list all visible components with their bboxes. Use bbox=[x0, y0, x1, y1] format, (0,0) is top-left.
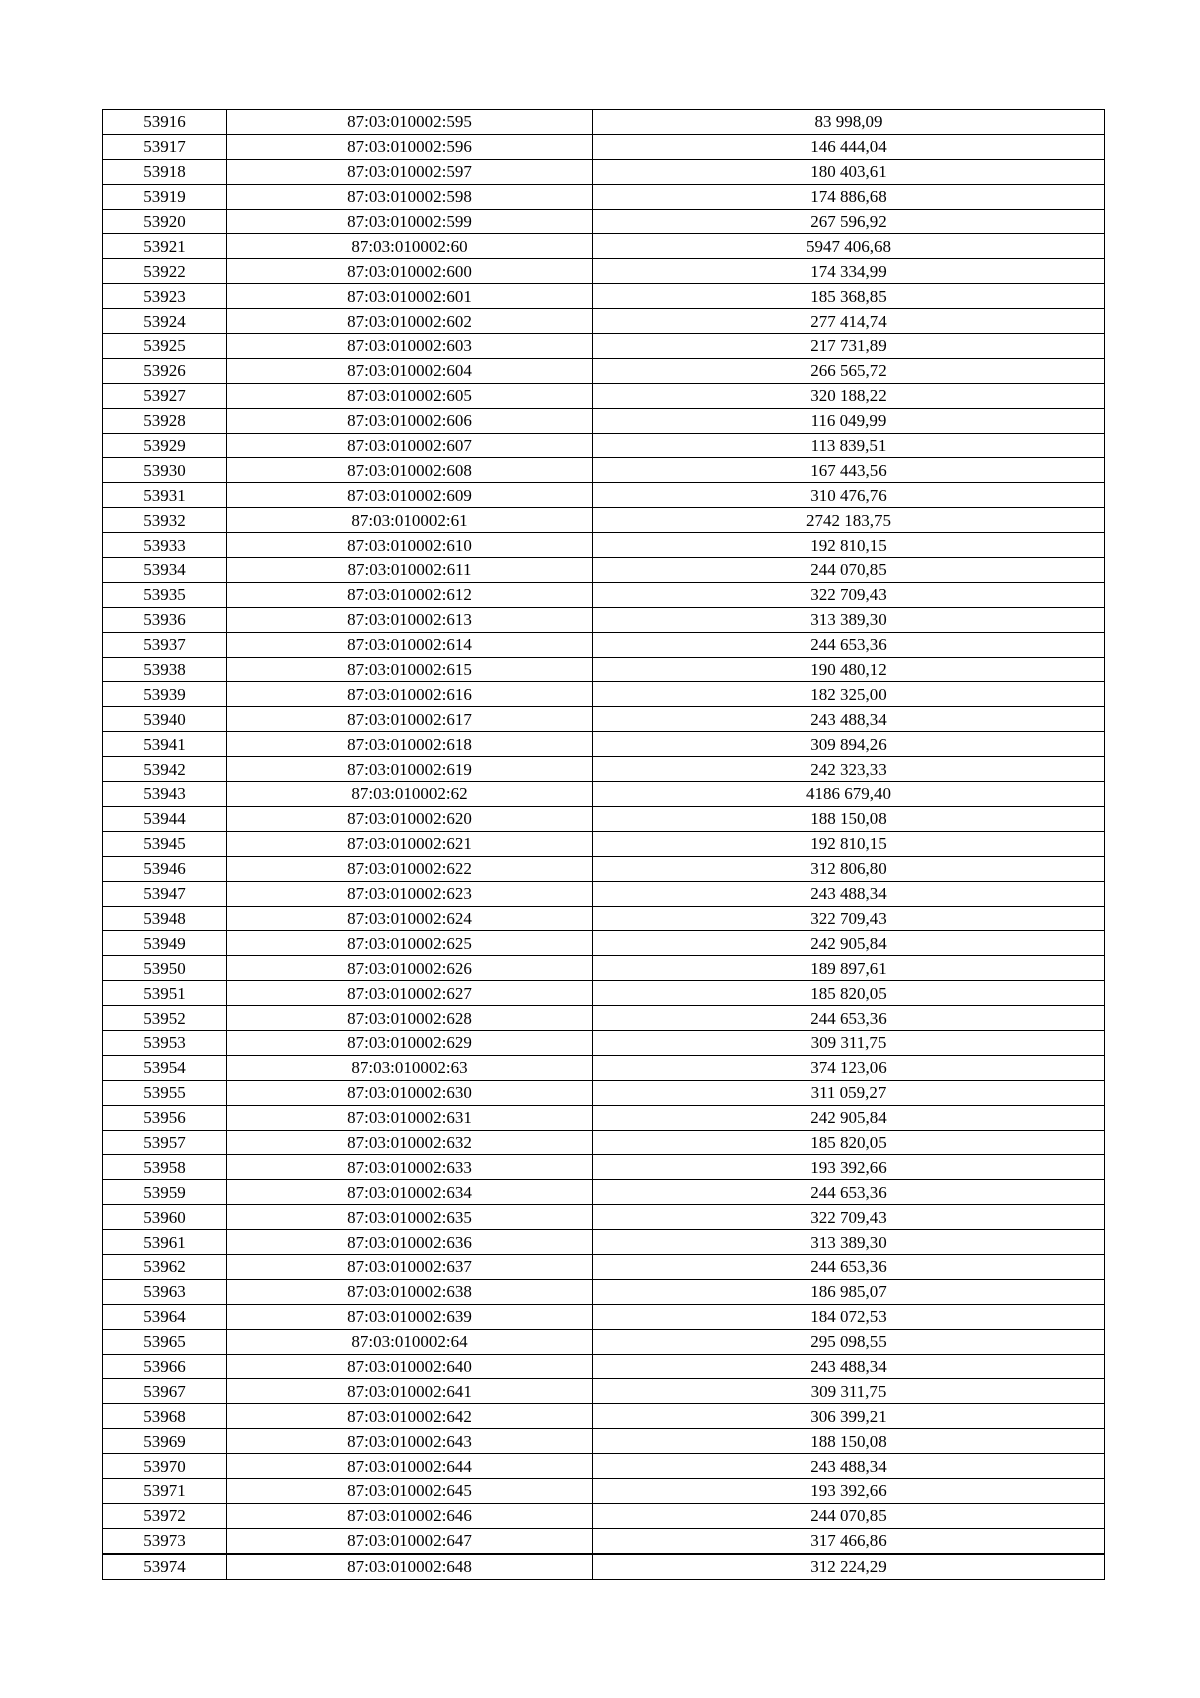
value-cell: 193 392,66 bbox=[593, 1478, 1105, 1503]
table-row bbox=[103, 657, 1105, 682]
table-row bbox=[103, 806, 1105, 831]
cadastral-number-cell: 87:03:010002:596 bbox=[227, 134, 593, 159]
cadastral-number-cell: 87:03:010002:622 bbox=[227, 856, 593, 881]
value-cell: 313 389,30 bbox=[593, 1230, 1105, 1255]
row-number-cell: 53971 bbox=[103, 1478, 227, 1503]
table-row bbox=[103, 408, 1105, 433]
value-cell: 243 488,34 bbox=[593, 1354, 1105, 1379]
cadastral-number-cell: 87:03:010002:60 bbox=[227, 234, 593, 259]
row-number-cell: 53968 bbox=[103, 1404, 227, 1429]
cadastral-number-cell: 87:03:010002:648 bbox=[227, 1554, 593, 1579]
table-row bbox=[103, 582, 1105, 607]
cadastral-number-cell: 87:03:010002:628 bbox=[227, 1006, 593, 1031]
row-number-cell: 53954 bbox=[103, 1055, 227, 1080]
value-cell: 4186 679,40 bbox=[593, 782, 1105, 807]
value-cell: 309 311,75 bbox=[593, 1379, 1105, 1404]
table-row bbox=[103, 533, 1105, 558]
row-number-cell: 53964 bbox=[103, 1304, 227, 1329]
row-number-cell: 53927 bbox=[103, 383, 227, 408]
row-number-cell: 53918 bbox=[103, 159, 227, 184]
cadastral-number-cell: 87:03:010002:647 bbox=[227, 1528, 593, 1553]
table-row bbox=[103, 383, 1105, 408]
value-cell: 313 389,30 bbox=[593, 607, 1105, 632]
cadastral-number-cell: 87:03:010002:638 bbox=[227, 1279, 593, 1304]
table-row bbox=[103, 209, 1105, 234]
value-cell: 217 731,89 bbox=[593, 334, 1105, 359]
cadastral-number-cell: 87:03:010002:633 bbox=[227, 1155, 593, 1180]
value-cell: 295 098,55 bbox=[593, 1329, 1105, 1354]
row-number-cell: 53965 bbox=[103, 1329, 227, 1354]
value-cell: 185 820,05 bbox=[593, 1130, 1105, 1155]
cadastral-number-cell: 87:03:010002:604 bbox=[227, 358, 593, 383]
row-number-cell: 53969 bbox=[103, 1429, 227, 1454]
cadastral-number-cell: 87:03:010002:609 bbox=[227, 483, 593, 508]
table-row bbox=[103, 1379, 1105, 1404]
row-number-cell: 53939 bbox=[103, 682, 227, 707]
value-cell: 306 399,21 bbox=[593, 1404, 1105, 1429]
value-cell: 244 070,85 bbox=[593, 558, 1105, 583]
table-row bbox=[103, 234, 1105, 259]
cadastral-number-cell: 87:03:010002:595 bbox=[227, 110, 593, 135]
table-row bbox=[103, 1205, 1105, 1230]
row-number-cell: 53937 bbox=[103, 632, 227, 657]
table-row bbox=[103, 1180, 1105, 1205]
row-number-cell: 53959 bbox=[103, 1180, 227, 1205]
cadastral-number-cell: 87:03:010002:62 bbox=[227, 782, 593, 807]
cadastral-number-cell: 87:03:010002:620 bbox=[227, 806, 593, 831]
value-cell: 193 392,66 bbox=[593, 1155, 1105, 1180]
value-cell: 322 709,43 bbox=[593, 906, 1105, 931]
row-number-cell: 53935 bbox=[103, 582, 227, 607]
cadastral-number-cell: 87:03:010002:600 bbox=[227, 259, 593, 284]
table-row bbox=[103, 856, 1105, 881]
cadastral-number-cell: 87:03:010002:629 bbox=[227, 1030, 593, 1055]
table-row bbox=[103, 259, 1105, 284]
cadastral-number-cell: 87:03:010002:636 bbox=[227, 1230, 593, 1255]
row-number-cell: 53940 bbox=[103, 707, 227, 732]
cadastral-number-cell: 87:03:010002:608 bbox=[227, 458, 593, 483]
cadastral-number-cell: 87:03:010002:637 bbox=[227, 1254, 593, 1279]
value-cell: 244 653,36 bbox=[593, 1254, 1105, 1279]
cadastral-number-cell: 87:03:010002:641 bbox=[227, 1379, 593, 1404]
table-row bbox=[103, 1055, 1105, 1080]
row-number-cell: 53931 bbox=[103, 483, 227, 508]
row-number-cell: 53925 bbox=[103, 334, 227, 359]
value-cell: 322 709,43 bbox=[593, 1205, 1105, 1230]
table-body bbox=[103, 110, 1105, 1580]
table-row bbox=[103, 1080, 1105, 1105]
cadastral-number-cell: 87:03:010002:625 bbox=[227, 931, 593, 956]
row-number-cell: 53967 bbox=[103, 1379, 227, 1404]
table-row bbox=[103, 508, 1105, 533]
value-cell: 243 488,34 bbox=[593, 1454, 1105, 1479]
row-number-cell: 53956 bbox=[103, 1105, 227, 1130]
cadastral-number-cell: 87:03:010002:644 bbox=[227, 1454, 593, 1479]
row-number-cell: 53958 bbox=[103, 1155, 227, 1180]
row-number-cell: 53919 bbox=[103, 184, 227, 209]
row-number-cell: 53930 bbox=[103, 458, 227, 483]
value-cell: 320 188,22 bbox=[593, 383, 1105, 408]
cadastral-number-cell: 87:03:010002:632 bbox=[227, 1130, 593, 1155]
row-number-cell: 53970 bbox=[103, 1454, 227, 1479]
value-cell: 167 443,56 bbox=[593, 458, 1105, 483]
table-row bbox=[103, 558, 1105, 583]
data-table bbox=[102, 109, 1105, 1580]
row-number-cell: 53955 bbox=[103, 1080, 227, 1105]
value-cell: 180 403,61 bbox=[593, 159, 1105, 184]
value-cell: 312 224,29 bbox=[593, 1554, 1105, 1579]
value-cell: 174 334,99 bbox=[593, 259, 1105, 284]
row-number-cell: 53949 bbox=[103, 931, 227, 956]
value-cell: 312 806,80 bbox=[593, 856, 1105, 881]
value-cell: 2742 183,75 bbox=[593, 508, 1105, 533]
value-cell: 83 998,09 bbox=[593, 110, 1105, 135]
row-number-cell: 53947 bbox=[103, 881, 227, 906]
row-number-cell: 53961 bbox=[103, 1230, 227, 1255]
value-cell: 242 323,33 bbox=[593, 757, 1105, 782]
table-row bbox=[103, 1304, 1105, 1329]
cadastral-number-cell: 87:03:010002:630 bbox=[227, 1080, 593, 1105]
cadastral-number-cell: 87:03:010002:619 bbox=[227, 757, 593, 782]
row-number-cell: 53944 bbox=[103, 806, 227, 831]
table-row bbox=[103, 682, 1105, 707]
value-cell: 309 894,26 bbox=[593, 732, 1105, 757]
cadastral-number-cell: 87:03:010002:642 bbox=[227, 1404, 593, 1429]
table-row bbox=[103, 632, 1105, 657]
row-number-cell: 53928 bbox=[103, 408, 227, 433]
row-number-cell: 53972 bbox=[103, 1503, 227, 1528]
table-row bbox=[103, 981, 1105, 1006]
value-cell: 184 072,53 bbox=[593, 1304, 1105, 1329]
cadastral-number-cell: 87:03:010002:626 bbox=[227, 956, 593, 981]
cadastral-number-cell: 87:03:010002:623 bbox=[227, 881, 593, 906]
cadastral-number-cell: 87:03:010002:627 bbox=[227, 981, 593, 1006]
row-number-cell: 53941 bbox=[103, 732, 227, 757]
value-cell: 244 653,36 bbox=[593, 1006, 1105, 1031]
row-number-cell: 53920 bbox=[103, 209, 227, 234]
value-cell: 244 653,36 bbox=[593, 632, 1105, 657]
cadastral-number-cell: 87:03:010002:631 bbox=[227, 1105, 593, 1130]
value-cell: 311 059,27 bbox=[593, 1080, 1105, 1105]
table-row bbox=[103, 1006, 1105, 1031]
row-number-cell: 53932 bbox=[103, 508, 227, 533]
row-number-cell: 53973 bbox=[103, 1528, 227, 1553]
row-number-cell: 53917 bbox=[103, 134, 227, 159]
cadastral-number-cell: 87:03:010002:606 bbox=[227, 408, 593, 433]
cadastral-number-cell: 87:03:010002:597 bbox=[227, 159, 593, 184]
table-row bbox=[103, 956, 1105, 981]
value-cell: 186 985,07 bbox=[593, 1279, 1105, 1304]
table-row bbox=[103, 906, 1105, 931]
value-cell: 189 897,61 bbox=[593, 956, 1105, 981]
value-cell: 310 476,76 bbox=[593, 483, 1105, 508]
row-number-cell: 53926 bbox=[103, 358, 227, 383]
row-number-cell: 53960 bbox=[103, 1205, 227, 1230]
cadastral-number-cell: 87:03:010002:639 bbox=[227, 1304, 593, 1329]
value-cell: 182 325,00 bbox=[593, 682, 1105, 707]
value-cell: 5947 406,68 bbox=[593, 234, 1105, 259]
table-row bbox=[103, 732, 1105, 757]
value-cell: 185 820,05 bbox=[593, 981, 1105, 1006]
table-row bbox=[103, 483, 1105, 508]
cadastral-number-cell: 87:03:010002:599 bbox=[227, 209, 593, 234]
table-row bbox=[103, 284, 1105, 309]
table-row bbox=[103, 1130, 1105, 1155]
cadastral-number-cell: 87:03:010002:624 bbox=[227, 906, 593, 931]
value-cell: 243 488,34 bbox=[593, 881, 1105, 906]
cadastral-number-cell: 87:03:010002:64 bbox=[227, 1329, 593, 1354]
value-cell: 188 150,08 bbox=[593, 1429, 1105, 1454]
table-row bbox=[103, 358, 1105, 383]
value-cell: 174 886,68 bbox=[593, 184, 1105, 209]
table-row bbox=[103, 159, 1105, 184]
row-number-cell: 53934 bbox=[103, 558, 227, 583]
cadastral-number-cell: 87:03:010002:601 bbox=[227, 284, 593, 309]
value-cell: 317 466,86 bbox=[593, 1528, 1105, 1553]
row-number-cell: 53924 bbox=[103, 309, 227, 334]
table-row bbox=[103, 184, 1105, 209]
row-number-cell: 53945 bbox=[103, 831, 227, 856]
table-row bbox=[103, 1230, 1105, 1255]
row-number-cell: 53933 bbox=[103, 533, 227, 558]
cadastral-number-cell: 87:03:010002:621 bbox=[227, 831, 593, 856]
table-row bbox=[103, 1254, 1105, 1279]
row-number-cell: 53943 bbox=[103, 782, 227, 807]
table-row bbox=[103, 1554, 1105, 1579]
value-cell: 190 480,12 bbox=[593, 657, 1105, 682]
table-row bbox=[103, 1454, 1105, 1479]
value-cell: 309 311,75 bbox=[593, 1030, 1105, 1055]
cadastral-number-cell: 87:03:010002:614 bbox=[227, 632, 593, 657]
table-row bbox=[103, 1429, 1105, 1454]
table-row bbox=[103, 1105, 1105, 1130]
table-row bbox=[103, 831, 1105, 856]
row-number-cell: 53938 bbox=[103, 657, 227, 682]
value-cell: 243 488,34 bbox=[593, 707, 1105, 732]
value-cell: 242 905,84 bbox=[593, 1105, 1105, 1130]
row-number-cell: 53953 bbox=[103, 1030, 227, 1055]
value-cell: 113 839,51 bbox=[593, 433, 1105, 458]
row-number-cell: 53942 bbox=[103, 757, 227, 782]
row-number-cell: 53962 bbox=[103, 1254, 227, 1279]
row-number-cell: 53951 bbox=[103, 981, 227, 1006]
row-number-cell: 53948 bbox=[103, 906, 227, 931]
cadastral-number-cell: 87:03:010002:610 bbox=[227, 533, 593, 558]
cadastral-number-cell: 87:03:010002:615 bbox=[227, 657, 593, 682]
row-number-cell: 53922 bbox=[103, 259, 227, 284]
cadastral-number-cell: 87:03:010002:616 bbox=[227, 682, 593, 707]
cadastral-number-cell: 87:03:010002:646 bbox=[227, 1503, 593, 1528]
row-number-cell: 53923 bbox=[103, 284, 227, 309]
row-number-cell: 53929 bbox=[103, 433, 227, 458]
cadastral-number-cell: 87:03:010002:603 bbox=[227, 334, 593, 359]
value-cell: 244 070,85 bbox=[593, 1503, 1105, 1528]
value-cell: 266 565,72 bbox=[593, 358, 1105, 383]
table-row bbox=[103, 134, 1105, 159]
cadastral-number-cell: 87:03:010002:605 bbox=[227, 383, 593, 408]
cadastral-number-cell: 87:03:010002:611 bbox=[227, 558, 593, 583]
table-row bbox=[103, 931, 1105, 956]
cadastral-number-cell: 87:03:010002:61 bbox=[227, 508, 593, 533]
row-number-cell: 53966 bbox=[103, 1354, 227, 1379]
row-number-cell: 53957 bbox=[103, 1130, 227, 1155]
value-cell: 146 444,04 bbox=[593, 134, 1105, 159]
table-row bbox=[103, 757, 1105, 782]
row-number-cell: 53950 bbox=[103, 956, 227, 981]
cadastral-number-cell: 87:03:010002:607 bbox=[227, 433, 593, 458]
value-cell: 374 123,06 bbox=[593, 1055, 1105, 1080]
table-row bbox=[103, 881, 1105, 906]
cadastral-number-cell: 87:03:010002:613 bbox=[227, 607, 593, 632]
row-number-cell: 53974 bbox=[103, 1554, 227, 1579]
cadastral-number-cell: 87:03:010002:635 bbox=[227, 1205, 593, 1230]
cadastral-number-cell: 87:03:010002:634 bbox=[227, 1180, 593, 1205]
cadastral-number-cell: 87:03:010002:618 bbox=[227, 732, 593, 757]
cadastral-number-cell: 87:03:010002:645 bbox=[227, 1478, 593, 1503]
cadastral-number-cell: 87:03:010002:598 bbox=[227, 184, 593, 209]
table-row bbox=[103, 1478, 1105, 1503]
table-row bbox=[103, 607, 1105, 632]
table-row bbox=[103, 110, 1105, 135]
cadastral-number-cell: 87:03:010002:602 bbox=[227, 309, 593, 334]
cadastral-number-cell: 87:03:010002:612 bbox=[227, 582, 593, 607]
value-cell: 192 810,15 bbox=[593, 831, 1105, 856]
table-row bbox=[103, 309, 1105, 334]
table-row bbox=[103, 458, 1105, 483]
value-cell: 242 905,84 bbox=[593, 931, 1105, 956]
table-row bbox=[103, 707, 1105, 732]
table-row bbox=[103, 1354, 1105, 1379]
table-row bbox=[103, 1279, 1105, 1304]
table-row bbox=[103, 1329, 1105, 1354]
table-row bbox=[103, 1528, 1105, 1553]
value-cell: 116 049,99 bbox=[593, 408, 1105, 433]
table-row bbox=[103, 433, 1105, 458]
value-cell: 185 368,85 bbox=[593, 284, 1105, 309]
row-number-cell: 53936 bbox=[103, 607, 227, 632]
cadastral-number-cell: 87:03:010002:643 bbox=[227, 1429, 593, 1454]
row-number-cell: 53946 bbox=[103, 856, 227, 881]
value-cell: 322 709,43 bbox=[593, 582, 1105, 607]
cadastral-number-cell: 87:03:010002:640 bbox=[227, 1354, 593, 1379]
row-number-cell: 53952 bbox=[103, 1006, 227, 1031]
table-row bbox=[103, 1155, 1105, 1180]
value-cell: 277 414,74 bbox=[593, 309, 1105, 334]
value-cell: 188 150,08 bbox=[593, 806, 1105, 831]
value-cell: 244 653,36 bbox=[593, 1180, 1105, 1205]
value-cell: 267 596,92 bbox=[593, 209, 1105, 234]
cadastral-number-cell: 87:03:010002:63 bbox=[227, 1055, 593, 1080]
table-row bbox=[103, 334, 1105, 359]
table-row bbox=[103, 782, 1105, 807]
row-number-cell: 53921 bbox=[103, 234, 227, 259]
value-cell: 192 810,15 bbox=[593, 533, 1105, 558]
cadastral-number-cell: 87:03:010002:617 bbox=[227, 707, 593, 732]
table-row bbox=[103, 1503, 1105, 1528]
row-number-cell: 53916 bbox=[103, 110, 227, 135]
table-row bbox=[103, 1404, 1105, 1429]
table-row bbox=[103, 1030, 1105, 1055]
row-number-cell: 53963 bbox=[103, 1279, 227, 1304]
